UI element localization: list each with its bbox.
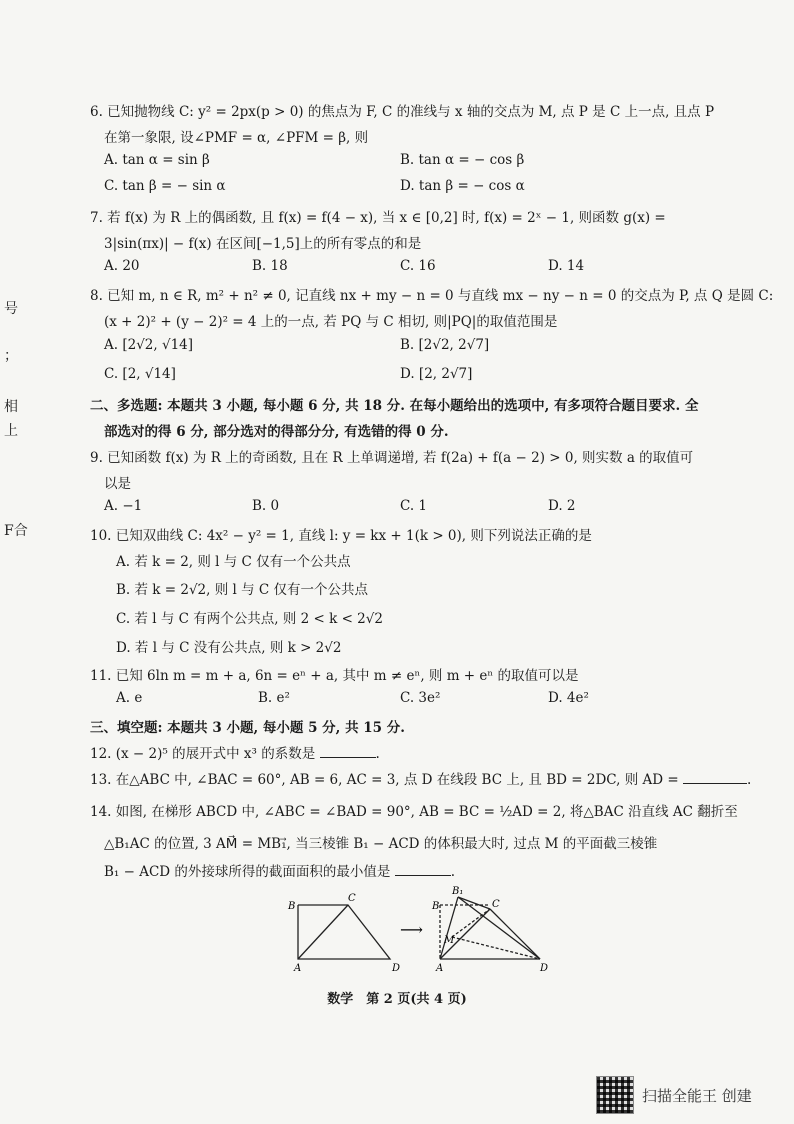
q9-line2: 以是 [104, 476, 131, 492]
q12-text: 12. (x − 2)⁵ 的展开式中 x³ 的系数是 [90, 746, 316, 762]
q9-option-c: C. 1 [400, 498, 428, 514]
q7-option-b: B. 18 [252, 258, 288, 274]
margin-char-5: F合 [4, 523, 28, 539]
label-left-b: B [288, 901, 296, 912]
q11-option-b: B. e² [258, 690, 290, 706]
q7-option-a: A. 20 [104, 258, 140, 274]
watermark-text: 扫描全能王 创建 [642, 1086, 752, 1105]
figure-arrow: ⟶ [400, 920, 423, 939]
label-right-b: B [432, 901, 440, 912]
section2-heading-cont: 部选对的得 6 分, 部分选对的得部分分, 有选错的得 0 分. [104, 424, 449, 440]
q9-option-d: D. 2 [548, 498, 576, 514]
scanner-watermark [596, 1076, 752, 1114]
section2-heading: 二、多选题: 本题共 3 小题, 每小题 6 分, 共 18 分. 在每小题给出的选项中, 有多项符合题目要求. 全 [90, 398, 699, 414]
q6-option-b: B. tan α = − cos β [400, 152, 525, 168]
label-right-b1: B₁ [452, 886, 464, 897]
q13-end: . [746, 772, 752, 788]
label-left-a: A [294, 963, 302, 974]
q9-option-a: A. −1 [104, 498, 143, 514]
margin-char-1: 号 [4, 301, 18, 317]
q10-option-d: D. 若 l 与 C 没有公共点, 则 k > 2√2 [116, 640, 342, 656]
q12-end: . [375, 746, 380, 762]
q7-line2: 3|sin(πx)| − f(x) 在区间[−1,5]上的所有零点的和是 [104, 236, 422, 252]
q14-end: . [450, 864, 456, 880]
q6-line2: 在第一象限, 设∠PMF = α, ∠PFM = β, 则 [104, 130, 369, 146]
q10-option-b: B. 若 k = 2√2, 则 l 与 C 仅有一个公共点 [116, 582, 369, 598]
q7-option-d: D. 14 [548, 258, 585, 274]
q14-line3 [104, 860, 455, 880]
right-tetrahedron [440, 897, 540, 959]
label-right-m: M [444, 935, 455, 946]
q6-line1: 6. 已知抛物线 C: y² = 2px(p > 0) 的焦点为 F, C 的准线与 x 轴的交点为 M, 点 P 是 C 上一点, 且点 P [90, 104, 715, 120]
q14-answer-blank[interactable] [395, 863, 451, 876]
q13 [90, 768, 751, 788]
q8-option-c: C. [2, √14] [104, 366, 176, 382]
left-trapezoid [298, 905, 390, 959]
q6-option-d: D. tan β = − cos α [400, 178, 525, 194]
q13-answer-blank[interactable] [683, 771, 747, 784]
label-right-a: A [436, 963, 444, 974]
section3-heading: 三、填空题: 本题共 3 小题, 每小题 5 分, 共 15 分. [90, 720, 405, 736]
q8-option-a: A. [2√2, √14] [104, 337, 194, 353]
q11-option-a: A. e [116, 690, 143, 706]
q11-option-c: C. 3e² [400, 690, 441, 706]
q9-option-b: B. 0 [252, 498, 280, 514]
label-right-d: D [540, 963, 549, 974]
q8-option-b: B. [2√2, 2√7] [400, 337, 490, 353]
label-left-c: C [348, 893, 356, 904]
q6-option-a: A. tan α = sin β [104, 152, 210, 168]
q14-line2: △B₁AC 的位置, 3 AM⃗ = MB₁⃗, 当三棱锥 B₁ − ACD 的体积最大时, 过点 M 的平面截三棱锥 [104, 836, 658, 852]
q12-answer-blank[interactable] [320, 745, 376, 758]
margin-char-4: 上 [4, 423, 18, 439]
margin-char-3: 相 [4, 399, 18, 415]
q6-option-c: C. tan β = − sin α [104, 178, 226, 194]
q12 [90, 742, 380, 762]
trapezoid-figure [280, 885, 560, 975]
q14-line3-text: B₁ − ACD 的外接球所得的截面面积的最小值是 [104, 864, 391, 880]
q10-line1: 10. 已知双曲线 C: 4x² − y² = 1, 直线 l: y = kx + 1(k > 0), 则下列说法正确的是 [90, 528, 592, 544]
label-left-d: D [392, 963, 401, 974]
q10-option-c: C. 若 l 与 C 有两个公共点, 则 2 < k < 2√2 [116, 611, 383, 627]
page-footer: 数学 第 2 页(共 4 页) [327, 992, 467, 1007]
q13-text: 13. 在△ABC 中, ∠BAC = 60°, AB = 6, AC = 3, 点 D 在线段 BC 上, 且 BD = 2DC, 则 AD = [90, 772, 679, 788]
q9-line1: 9. 已知函数 f(x) 为 R 上的奇函数, 且在 R 上单调递增, 若 f(2a) + f(a − 2) > 0, 则实数 a 的取值可 [90, 450, 694, 466]
q8-option-d: D. [2, 2√7] [400, 366, 473, 382]
label-right-c: C [492, 899, 500, 910]
q10-option-a: A. 若 k = 2, 则 l 与 C 仅有一个公共点 [116, 554, 351, 570]
q7-line1: 7. 若 f(x) 为 R 上的偶函数, 且 f(x) = f(4 − x), 当 x ∈ [0,2] 时, f(x) = 2ˣ − 1, 则函数 g(x) = [90, 210, 666, 226]
q11-line1: 11. 已知 6ln m = m + a, 6n = eⁿ + a, 其中 m ≠ eⁿ, 则 m + eⁿ 的取值可以是 [90, 668, 579, 684]
q8-line1: 8. 已知 m, n ∈ R, m² + n² ≠ 0, 记直线 nx + my − n = 0 与直线 mx − ny − n = 0 的交点为 P, 点 Q 是圆 C: [90, 288, 774, 304]
q7-option-c: C. 16 [400, 258, 436, 274]
margin-char-2: ； [4, 348, 18, 364]
q14-line1: 14. 如图, 在梯形 ABCD 中, ∠ABC = ∠BAD = 90°, AB = BC = ½AD = 2, 将△BAC 沿直线 AC 翻折至 [90, 804, 738, 820]
q11-option-d: D. 4e² [548, 690, 589, 706]
qr-code-icon [596, 1076, 634, 1114]
q8-line2: (x + 2)² + (y − 2)² = 4 上的一点, 若 PQ 与 C 相切, 则|PQ|的取值范围是 [104, 314, 558, 330]
